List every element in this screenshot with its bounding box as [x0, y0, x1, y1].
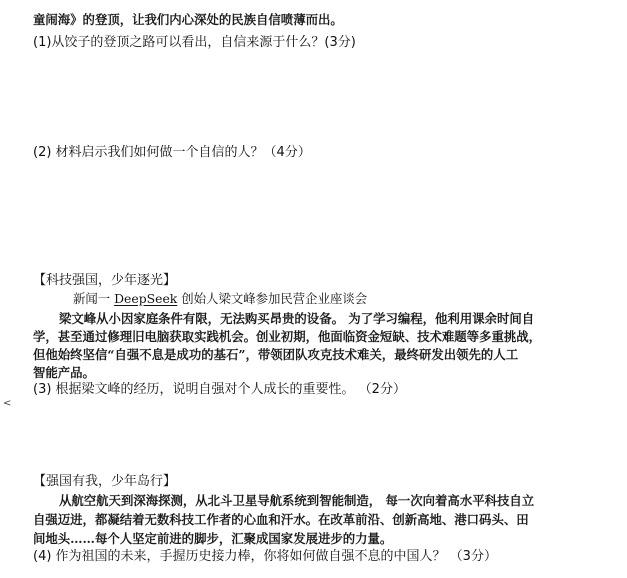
question-3: (3) 根据梁文峰的经历，说明自强对个人成长的重要性。 （2分）	[33, 382, 406, 397]
tech-paragraph-line-3: 但他始终坚信“自强不息是成功的基石”，带领团队攻克技术难关，最终研发出领先的人工	[33, 347, 519, 362]
question-1: (1)从饺子的登顶之路可以看出，自信来源于什么？(3分)	[33, 35, 356, 50]
margin-mark: <	[3, 398, 12, 409]
nation-paragraph-line-3: 间地头……每个人坚定前进的脚步，汇聚成国家发展进步的力量。	[33, 531, 393, 546]
news-prefix: 新闻一	[73, 291, 115, 306]
tech-paragraph-line-2: 学，甚至通过修理旧电脑获取实践机会。创业初期，他面临资金短缺、技术难题等多重挑战，	[33, 329, 542, 344]
news-suffix: 创始人梁文峰参加民营企业座谈会	[177, 291, 368, 306]
nation-paragraph-line-2: 自强迈进，都凝结着无数科技工作者的心血和汗水。在改革前沿、创新高地、港口码头、田	[33, 512, 529, 527]
section-tech-heading: 【科技强国，少年逐光】	[33, 273, 177, 288]
question-4: (4) 作为祖国的未来，手握历史接力棒，你将如何做自强不息的中国人？ （3分）	[33, 549, 497, 564]
question-2: (2) 材料启示我们如何做一个自信的人？（4分）	[33, 145, 311, 160]
news-link-deepseek: DeepSeek	[114, 291, 178, 306]
intro-line: 童闹海》的登顶，让我们内心深处的民族自信喷薄而出。	[33, 12, 343, 27]
tech-paragraph-line-1: 梁文峰从小因家庭条件有限，无法购买昂贵的设备。 为了学习编程，他利用课余时间自	[59, 311, 535, 326]
section-nation-heading: 【强国有我，少年岛行】	[33, 474, 177, 489]
nation-paragraph-line-1: 从航空航天到深海探测，从北斗卫星导航系统到智能制造， 每一次向着高水平科技自立	[59, 493, 535, 508]
tech-paragraph-line-4: 智能产品。	[33, 365, 95, 380]
news-title	[73, 293, 367, 305]
